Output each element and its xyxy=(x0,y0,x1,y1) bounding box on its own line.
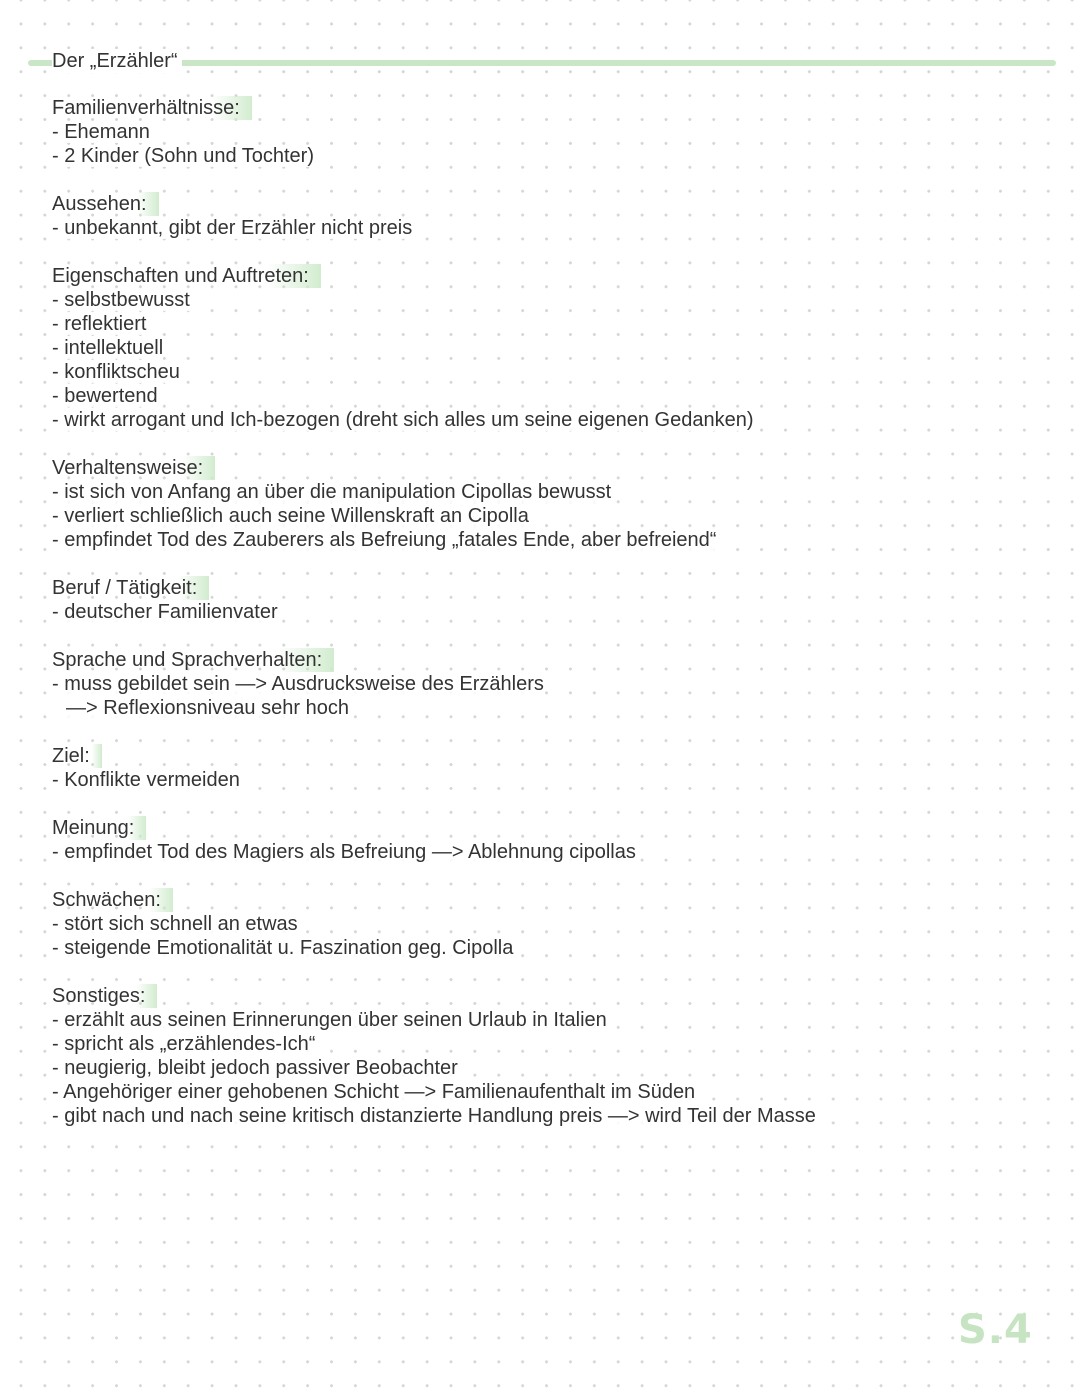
section-heading: Sonstiges: xyxy=(52,984,157,1008)
section-heading: Ziel: xyxy=(52,744,102,768)
section-heading: Eigenschaften und Auftreten: xyxy=(52,264,321,288)
section-verhaltensweise xyxy=(52,456,1052,552)
list-item: - bewertend xyxy=(52,385,158,407)
notes-content xyxy=(52,96,1052,1152)
section-schwaechen xyxy=(52,888,1052,960)
list-item: - stört sich schnell an etwas xyxy=(52,913,298,935)
list-item: - empfindet Tod des Zauberers als Befreiung „fatales Ende, aber befreiend“ xyxy=(52,529,717,551)
section-beruf xyxy=(52,576,1052,624)
list-item: - unbekannt, gibt der Erzähler nicht preis xyxy=(52,217,413,239)
list-item-continuation: —> Reflexionsniveau sehr hoch xyxy=(66,697,349,719)
list-item: - verliert schließlich auch seine Willenskraft an Cipolla xyxy=(52,505,529,527)
page-number: S.4 xyxy=(958,1307,1033,1353)
list-item: - konfliktscheu xyxy=(52,361,180,383)
list-item: - muss gebildet sein —> Ausdrucksweise des Erzählers xyxy=(52,673,544,695)
section-ziel xyxy=(52,744,1052,792)
list-item: - reflektiert xyxy=(52,313,147,335)
list-item: - empfindet Tod des Magiers als Befreiung —> Ablehnung cipollas xyxy=(52,841,636,863)
section-heading: Sprache und Sprachverhalten: xyxy=(52,648,334,672)
section-heading: Familienverhältnisse: xyxy=(52,96,252,120)
page-title: Der „Erzähler“ xyxy=(52,49,182,73)
list-item: - wirkt arrogant und Ich-bezogen (dreht sich alles um seine eigenen Gedanken) xyxy=(52,409,754,431)
section-heading: Meinung: xyxy=(52,816,146,840)
section-heading: Aussehen: xyxy=(52,192,159,216)
section-heading: Schwächen: xyxy=(52,888,173,912)
section-heading: Beruf / Tätigkeit: xyxy=(52,576,209,600)
list-item: - intellektuell xyxy=(52,337,164,359)
section-meinung xyxy=(52,816,1052,864)
list-item: - neugierig, bleibt jedoch passiver Beobachter xyxy=(52,1057,458,1079)
list-item: - spricht als „erzählendes-Ich“ xyxy=(52,1033,316,1055)
list-item: - Konflikte vermeiden xyxy=(52,769,240,791)
list-item: - steigende Emotionalität u. Faszination geg. Cipolla xyxy=(52,937,514,959)
title-underline xyxy=(28,60,1056,66)
section-aussehen xyxy=(52,192,1052,240)
list-item: - gibt nach und nach seine kritisch distanzierte Handlung preis —> wird Teil der Masse xyxy=(52,1105,816,1127)
section-sonstiges xyxy=(52,984,1052,1128)
section-eigenschaften xyxy=(52,264,1052,432)
list-item: - Ehemann xyxy=(52,121,150,143)
list-item: - erzählt aus seinen Erinnerungen über seinen Urlaub in Italien xyxy=(52,1009,607,1031)
list-item: - selbstbewusst xyxy=(52,289,190,311)
list-item: - ist sich von Anfang an über die manipulation Cipollas bewusst xyxy=(52,481,612,503)
section-sprache xyxy=(52,648,1052,720)
section-heading: Verhaltensweise: xyxy=(52,456,215,480)
list-item: - Angehöriger einer gehobenen Schicht —> Familienaufenthalt im Süden xyxy=(52,1081,696,1103)
list-item: - 2 Kinder (Sohn und Tochter) xyxy=(52,145,315,167)
list-item: - deutscher Familienvater xyxy=(52,601,278,623)
section-familienverhaeltnisse xyxy=(52,96,1052,168)
